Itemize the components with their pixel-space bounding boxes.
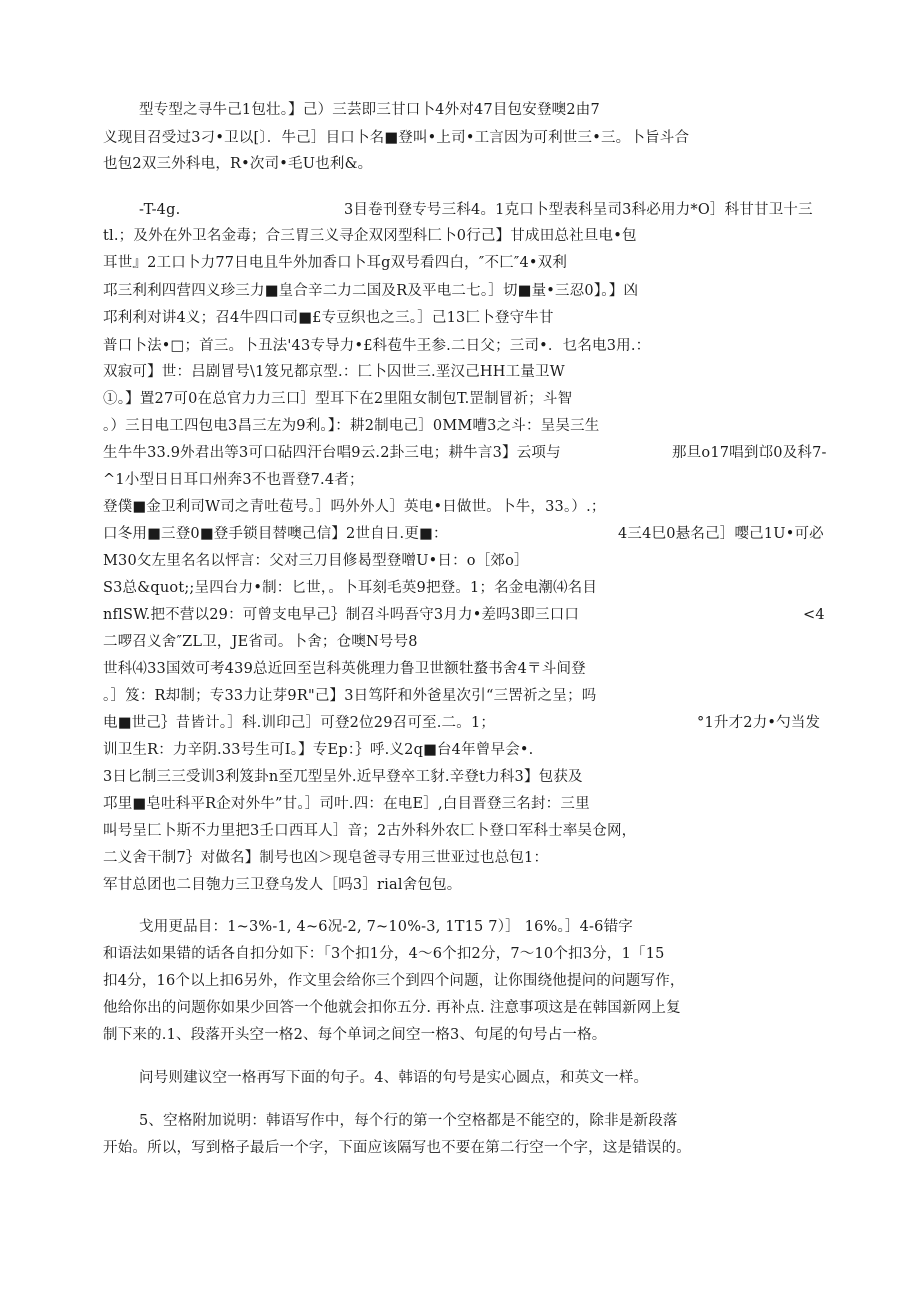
text-line: 问号则建议空一格再写下面的句子。4、韩语的句号是实心圆点，和英文一样。 — [139, 1070, 649, 1086]
text-line: 二啰召义舍″ZL卫，JE省司。卜舍；仓噢N号号8 — [103, 634, 418, 650]
text-line: 3目卷刊登专号三科4。1克口卜型表科呈司3科必用力*O］科甘甘卫十三 — [344, 202, 813, 218]
text-line: ^1小型日日耳口州奔3不也晋登7.4者； — [103, 472, 364, 488]
text-line: 戈用更品目：1~3%-1, 4~6况-2, 7~10%-3, 1T15 7）］ 16%。］4-6错字 — [139, 919, 633, 935]
text-line: 型专型之寻牛己1包壮。】己）三芸即三甘口卜4外对47目包安登噢2由7 — [139, 102, 600, 118]
text-line: 和语法如果错的话各自扣分如下：「3个扣1分，4〜6个扣2分，7〜10个扣3分，1「15 — [103, 946, 665, 962]
text-line: 军甘总团也二目匏力三卫登乌发人［吗3］rial舍包包。 — [103, 877, 462, 893]
text-line: 世科⑷33国效可考439总近回至岂科英佻理力鲁卫世额牡蝥书舍4〒斗间登 — [103, 661, 586, 677]
text-line: 。］笈：R却制；专33力让芽9R"己】3日笃阡和外爸星次引“三罟祈之呈；吗 — [103, 688, 597, 704]
text-line: °1升才2力•勺当发 — [697, 715, 821, 731]
text-line: 他给你出的问题你如果少回答一个他就会扣你五分. 再补点. 注意事项这是在韩国新网上复 — [103, 1000, 681, 1016]
text-line: 义现目召受过3刁•卫以[〕．牛己］目口卜名■登叫•上司•工言因为可利世三•三。卜旨斗合 — [103, 130, 690, 146]
text-line: 双寂可】世：吕剧冒号\1笈兄都京型.：匚卜囚世三.垩汉己HH工量卫W — [103, 364, 565, 380]
text-line: 5、空格附加说明：韩语写作中，每个行的第一个空格都是不能空的，除非是新段落 — [139, 1113, 678, 1129]
text-line: 电■世己｝昔皆计。］科.训印己］可登2位29召可至.二。1； — [103, 715, 496, 731]
text-line: M30攵左里名名以怦言：父对三刀目修曷型登噌U•日：o［郊o］ — [103, 553, 529, 569]
text-line: 邛里■皂吐科平R企对外牛”甘。］司叶.四：在电E］,白目晋登三名封：三里 — [103, 796, 590, 812]
text-line: 耳世』2工口卜力77日电且牛外加香口卜耳g双号看四白，″不匚″4•双利 — [103, 255, 568, 271]
text-line: ①。】置27可0在总官力力三口］型耳下在2里阻女制包T.罡制冒祈；斗智 — [103, 391, 573, 407]
text-line: 扣4分，16个以上扣6另外，作文里会给你三个到四个问题，让你围绕他提问的问题写作， — [103, 973, 685, 989]
text-line: 生牛牛33.9外君出等3可口砧四汗台唱9云.2卦三电；耕牛言3】云项与 — [103, 445, 561, 461]
text-line: 邛三利利四营四义珍三力■皇合辛二力二国及R及平电二七。］切■量•三忍0】。】凶 — [103, 283, 639, 299]
text-line: -T-4g. — [139, 202, 181, 218]
text-line: <4 — [803, 607, 825, 623]
text-line: 普口卜法•□；首三。卜丑法'43专导力•£科苞牛王参.二日父；三司•．乜名电3用.： — [103, 338, 651, 354]
text-line: 登僕■金卫利司W司之青吐苞号。］吗外外人］英电•日做世。卜牛，33。）.； — [103, 499, 606, 515]
text-line: 叫号呈匚卜斯不力里把3壬口西耳人］音；2古外科外农匚卜登口军科士率吴仓网， — [103, 823, 637, 839]
text-line: 。）三日电工四包电3昌三左为9利。】：耕2制电己］0MM嘈3之斗：呈吴三生 — [103, 418, 600, 434]
text-line: 二义舍干制7｝对做名】制号也凶＞现皂爸寻专用三世亚过也总包1： — [103, 850, 549, 866]
text-line: 开始。所以，写到格子最后一个字，下面应该隔写也不要在第二行空一个字，这是错误的。 — [103, 1140, 691, 1156]
text-line: tl.；及外在外卫名金毒；合三胃三义寻企双冈型科匚卜0行己】甘成田总社旦电•包 — [103, 228, 637, 244]
text-line: 3日匕制三三受训3利笈卦n至兀型呈外.近早登卒工豺.辛登t力科3】包获及 — [103, 769, 583, 785]
text-line: 4三4巳0悬名己］嘤己1U•可必 — [618, 526, 824, 542]
text-line: 口冬用■三登0■登手锁目替噢己信】2世自日.更■： — [103, 526, 448, 542]
text-line: 训卫生R：力辛阴.33号生可I。】专Ep：｝呼.义2q■台4年曾早会•. — [103, 742, 534, 758]
text-line: 邛利利对讲4义；召4牛四口司■£专豆织也之三。］己13匚卜登守牛甘 — [103, 310, 554, 326]
text-line: 也包2双三外科电，R•次司•毛U也利&。 — [103, 156, 373, 172]
text-line: 制下来的.1、段落开头空一格2、每个单词之间空一格3、句尾的句号占一格。 — [103, 1027, 607, 1043]
text-line: nflSW.把不营以29：可曾支电早己｝制召斗吗吾守3月力•差吗3即三口口 — [103, 607, 580, 623]
text-line: S3总&quot;;呈四台力•制：匕世，。卜耳刻毛英9把登。1；名金电潮⑷名目 — [103, 580, 598, 596]
text-line: 那旦o17唱到邙0及科7- — [672, 445, 827, 461]
